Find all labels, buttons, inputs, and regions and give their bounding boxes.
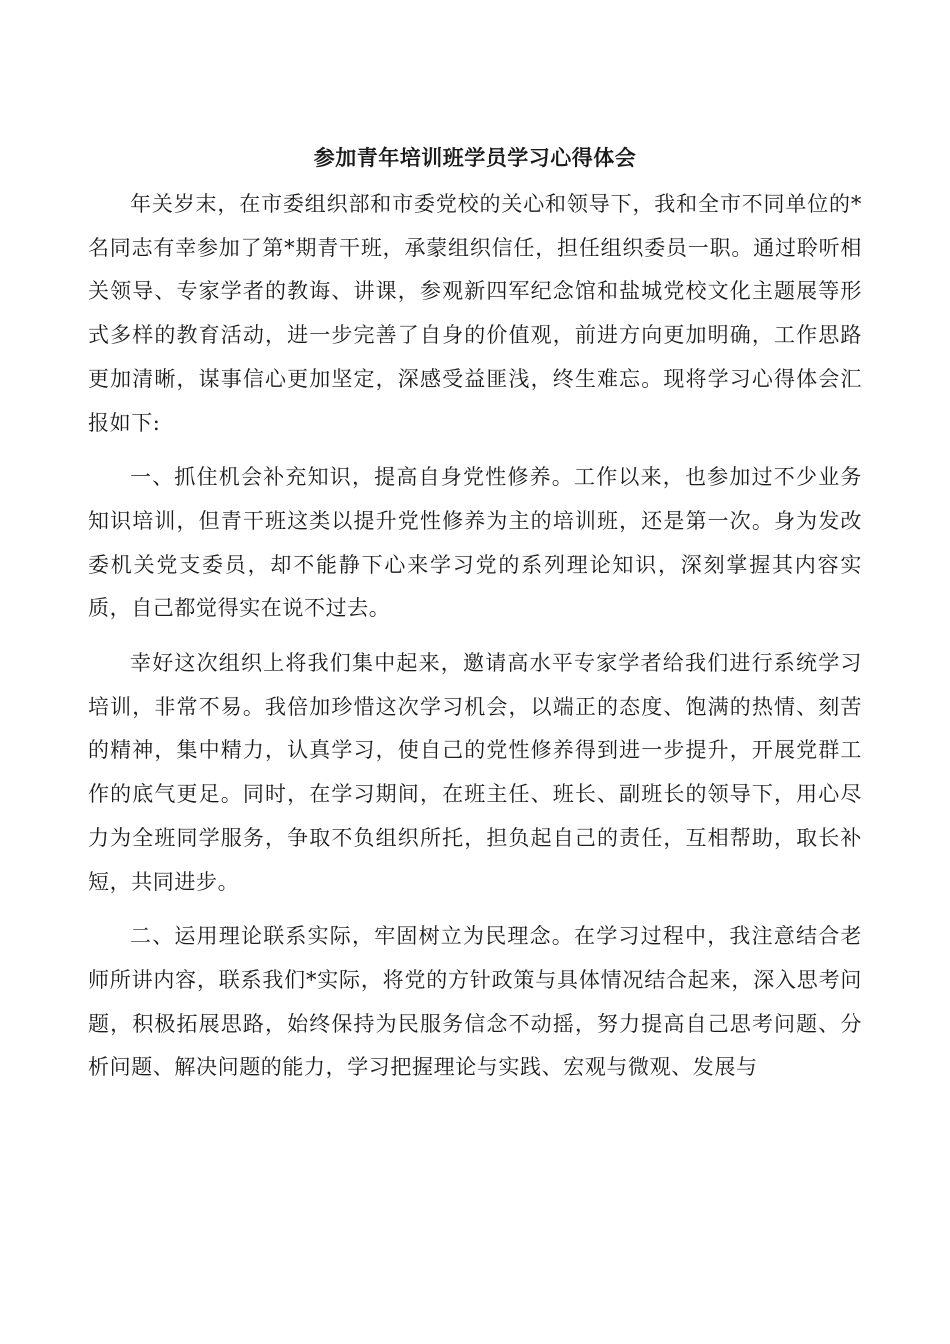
paragraph-section-two: 二、运用理论联系实际，牢固树立为民理念。在学习过程中，我注意结合老师所讲内容，联系我们*实际，将党的方针政策与具体情况结合起来，深入思考问题，积极拓展思路，始终保持为民服务信念不动摇，努力提高自己思考问题、分析问题、解决问题的能力，学习把握理论与实践、宏观与微观、发展与 [88,924,862,1080]
paragraph-section-one: 一、抓住机会补充知识，提高自身党性修养。工作以来，也参加过不少业务知识培训，但青干班这类以提升党性修养为主的培训班，还是第一次。身为发改委机关党支委员，却不能静下心来学习党的系列理论知识，深刻掌握其内容实质，自己都觉得实在说不过去。 [88,465,862,621]
document-page [88,138,862,1101]
paragraph-intro: 年关岁末，在市委组织部和市委党校的关心和领导下，我和全市不同单位的*名同志有幸参加了第*期青干班，承蒙组织信任，担任组织委员一职。通过聆听相关领导、专家学者的教诲、讲课，参观新四军纪念馆和盐城党校文化主题展等形式多样的教育活动，进一步完善了自身的价值观，前进方向更加明确，工作思路更加清晰，谋事信心更加坚定，深感受益匪浅，终生难忘。现将学习心得体会汇报如下: [88,192,862,435]
paragraph-section-one-continued: 幸好这次组织上将我们集中起来，邀请高水平专家学者给我们进行系统学习培训，非常不易。我倍加珍惜这次学习机会，以端正的态度、饱满的热情、刻苦的精神，集中精力，认真学习，使自己的党性修养得到进一步提升，开展党群工作的底气更足。同时，在学习期间，在班主任、班长、副班长的领导下，用心尽力为全班同学服务，争取不负组织所托，担负起自己的责任，互相帮助，取长补短，共同进步。 [88,651,862,894]
document-title: 参加青年培训班学员学习心得体会 [313,145,637,170]
